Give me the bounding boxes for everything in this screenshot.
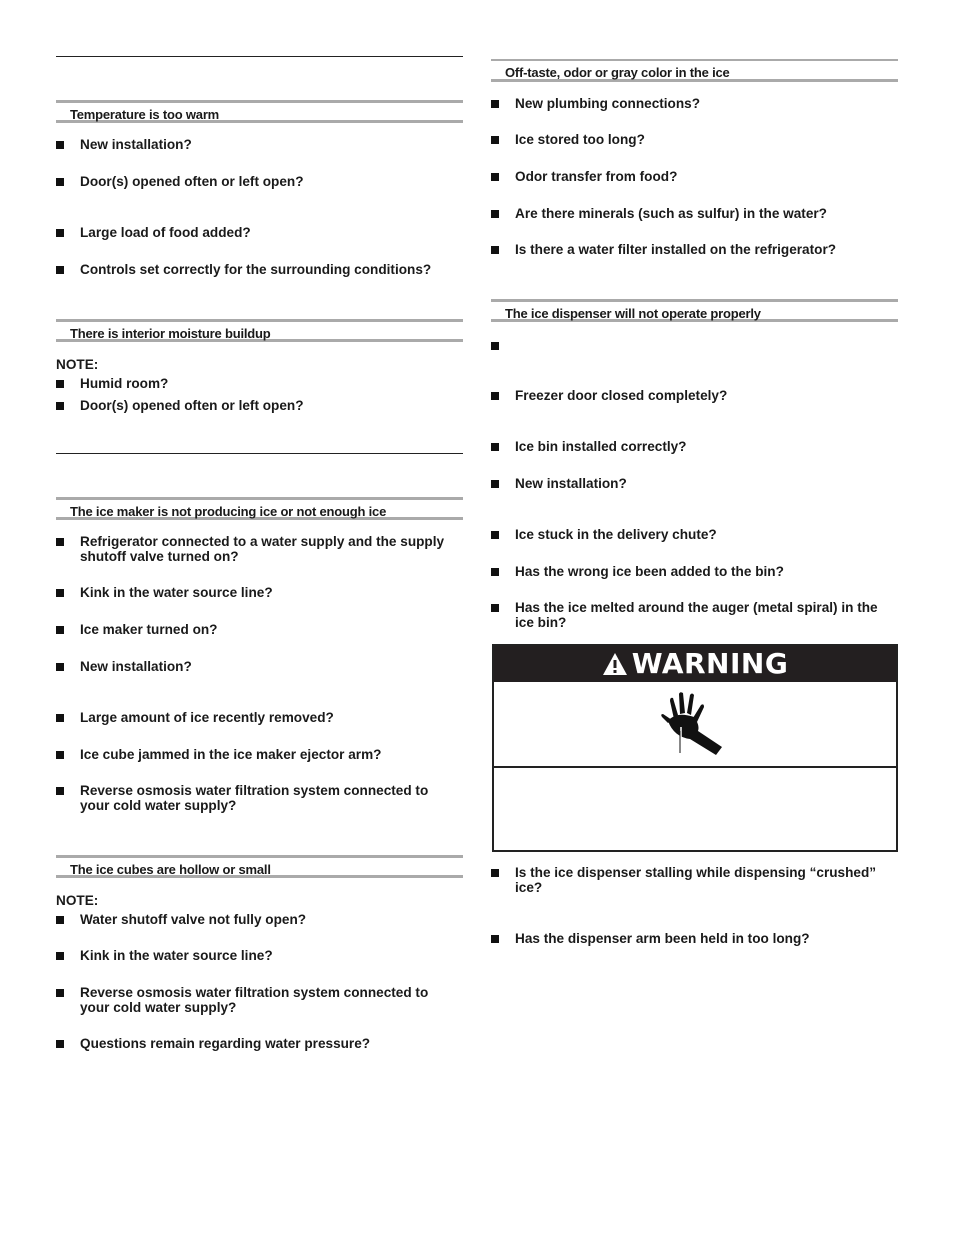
list-item: Has the ice melted around the auger (metal spiral) in the ice bin? xyxy=(491,601,890,630)
list-item: Ice stored too long? xyxy=(491,133,645,148)
section-off-taste xyxy=(491,59,898,257)
bullet-icon xyxy=(491,531,499,539)
middle-rule-left xyxy=(56,453,463,454)
warning-header xyxy=(494,646,896,682)
section-ice-dispenser xyxy=(491,299,898,630)
list-item: New installation? xyxy=(56,138,192,153)
bullet-icon xyxy=(56,266,64,274)
list-item: New installation? xyxy=(56,660,192,675)
section-header: The ice dispenser will not operate properly xyxy=(491,299,898,322)
cut-hand-hazard-icon xyxy=(660,691,730,757)
list-item: Large load of food added? xyxy=(56,226,251,241)
list-item: New installation? xyxy=(491,477,627,492)
list-item: Controls set correctly for the surrounding conditions? xyxy=(56,263,431,278)
list-item: Questions remain regarding water pressure? xyxy=(56,1037,370,1052)
bullet-icon xyxy=(56,141,64,149)
section-hollow-cubes xyxy=(56,855,463,1051)
list-item: Reverse osmosis water filtration system connected to your cold water supply? xyxy=(56,784,445,813)
section-header: The ice cubes are hollow or small xyxy=(56,855,463,878)
warning-box xyxy=(492,644,898,852)
bullet-icon xyxy=(56,380,64,388)
section-header: The ice maker is not producing ice or not enough ice xyxy=(56,497,463,520)
section-header: Temperature is too warm xyxy=(56,100,463,123)
section-moisture-buildup xyxy=(56,319,463,413)
bullet-icon xyxy=(56,538,64,546)
list-item: Kink in the water source line? xyxy=(56,586,273,601)
bullet-icon xyxy=(56,663,64,671)
list-item: Door(s) opened often or left open? xyxy=(56,175,304,190)
bullet-icon xyxy=(491,604,499,612)
list-item: New plumbing connections? xyxy=(491,97,700,112)
list-item: Odor transfer from food? xyxy=(491,170,677,185)
list-item: Reverse osmosis water filtration system connected to your cold water supply? xyxy=(56,986,445,1015)
note-label: NOTE: xyxy=(56,893,99,908)
bullet-icon xyxy=(491,246,499,254)
list-item: Is there a water filter installed on the refrigerator? xyxy=(491,243,836,258)
bullet-icon xyxy=(56,952,64,960)
top-rule-left xyxy=(56,56,463,57)
list-item: Ice stuck in the delivery chute? xyxy=(491,528,717,543)
list-item: Door(s) opened often or left open? xyxy=(56,399,304,414)
bullet-icon xyxy=(491,935,499,943)
list-item: Are there minerals (such as sulfur) in the water? xyxy=(491,207,827,222)
list-item: Has the wrong ice been added to the bin? xyxy=(491,565,784,580)
section-header: There is interior moisture buildup xyxy=(56,319,463,342)
warning-triangle-icon xyxy=(602,652,628,676)
bullet-icon xyxy=(491,210,499,218)
bullet-icon xyxy=(56,589,64,597)
bullet-icon xyxy=(56,229,64,237)
bullet-icon xyxy=(56,626,64,634)
bullet-icon xyxy=(491,869,499,877)
bullet-icon xyxy=(56,787,64,795)
bullet-icon xyxy=(491,392,499,400)
list-item: Is the ice dispenser stalling while dispensing “crushed” ice? xyxy=(491,866,895,895)
note-label: NOTE: xyxy=(56,357,99,372)
bullet-icon xyxy=(491,136,499,144)
list-item: Ice maker turned on? xyxy=(56,623,217,638)
list-item: Ice bin installed correctly? xyxy=(491,440,687,455)
list-item: Humid room? xyxy=(56,377,168,392)
bullet-icon xyxy=(491,480,499,488)
bullet-icon xyxy=(491,342,499,350)
list-item: Has the dispenser arm been held in too long? xyxy=(491,932,810,947)
section-header: Off-taste, odor or gray color in the ice xyxy=(491,59,898,82)
list-item: Water shutoff valve not fully open? xyxy=(56,913,306,928)
list-item: Ice cube jammed in the ice maker ejector arm? xyxy=(56,748,381,763)
warning-title: WARNING xyxy=(631,647,789,680)
bullet-icon xyxy=(491,443,499,451)
bullet-icon xyxy=(56,1040,64,1048)
bullet-icon xyxy=(56,178,64,186)
bullet-icon xyxy=(56,989,64,997)
bullet-icon xyxy=(491,173,499,181)
bullet-icon xyxy=(56,402,64,410)
bullet-icon xyxy=(491,100,499,108)
section-ice-maker xyxy=(56,497,463,813)
bullet-icon xyxy=(56,916,64,924)
list-item: Kink in the water source line? xyxy=(56,949,273,964)
section-temperature-warm xyxy=(56,100,463,277)
bullet-icon xyxy=(56,714,64,722)
bullet-icon xyxy=(491,568,499,576)
list-item: Refrigerator connected to a water supply and the supply shutoff valve turned on? xyxy=(56,535,455,564)
warning-icon-area xyxy=(494,682,896,768)
list-item: Freezer door closed completely? xyxy=(491,389,727,404)
bullet-icon xyxy=(56,751,64,759)
list-item: Large amount of ice recently removed? xyxy=(56,711,334,726)
